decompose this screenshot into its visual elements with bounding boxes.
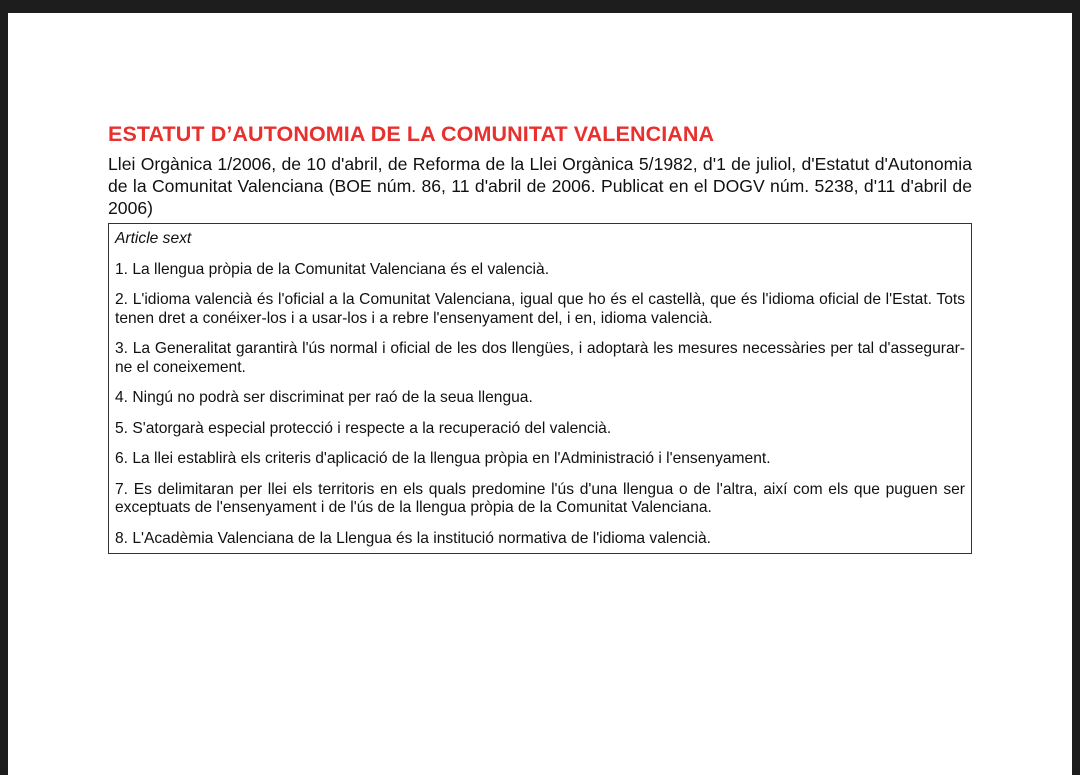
article-item-2: 2. L'idioma valencià és l'oficial a la Comunitat Valenciana, igual que ho és el castellà, que és l'idioma oficial de l'Estat. Tots tenen dret a conéixer-los i a usar-los i a rebre l'ensenyament del, i en, idioma valencià.	[115, 291, 965, 327]
document-content	[108, 119, 972, 554]
article-box	[108, 223, 972, 554]
document-subtitle: Llei Orgànica 1/2006, de 10 d'abril, de Reforma de la Llei Orgànica 5/1982, d'1 de juliol, d'Estatut d'Autonomia de la Comunitat Valenciana (BOE núm. 86, 11 d'abril de 2006. Publicat en el DOGV núm. 5238, d'11 d'abril de 2006)	[108, 154, 972, 218]
document-title: ESTATUT D’AUTONOMIA DE LA COMUNITAT VALENCIANA	[108, 122, 715, 146]
article-item-3: 3. La Generalitat garantirà l'ús normal i oficial de les dos llengües, i adoptarà les mesures necessàries per tal d'assegurar-ne el coneixement.	[115, 340, 965, 376]
article-item-8: 8. L'Acadèmia Valenciana de la Llengua és la institució normativa de l'idioma valencià.	[115, 529, 711, 547]
article-item-1: 1. La llengua pròpia de la Comunitat Valenciana és el valencià.	[115, 260, 550, 278]
article-item-4: 4. Ningú no podrà ser discriminat per raó de la seua llengua.	[115, 389, 533, 406]
document-page	[8, 13, 1072, 775]
article-title: Article sext	[115, 230, 192, 247]
article-item-5: 5. S'atorgarà especial protecció i respecte a la recuperació del valencià.	[115, 419, 612, 437]
article-item-7: 7. Es delimitaran per llei els territoris en els quals predomine l'ús d'una llengua o de l'altra, així com els que puguen ser exceptuats de l'ensenyament i de l'ús de la llengua pròpia de la Comunitat Valenciana.	[115, 480, 965, 516]
article-item-6: 6. La llei establirà els criteris d'aplicació de la llengua pròpia en l'Administració i l'ensenyament.	[115, 450, 771, 467]
